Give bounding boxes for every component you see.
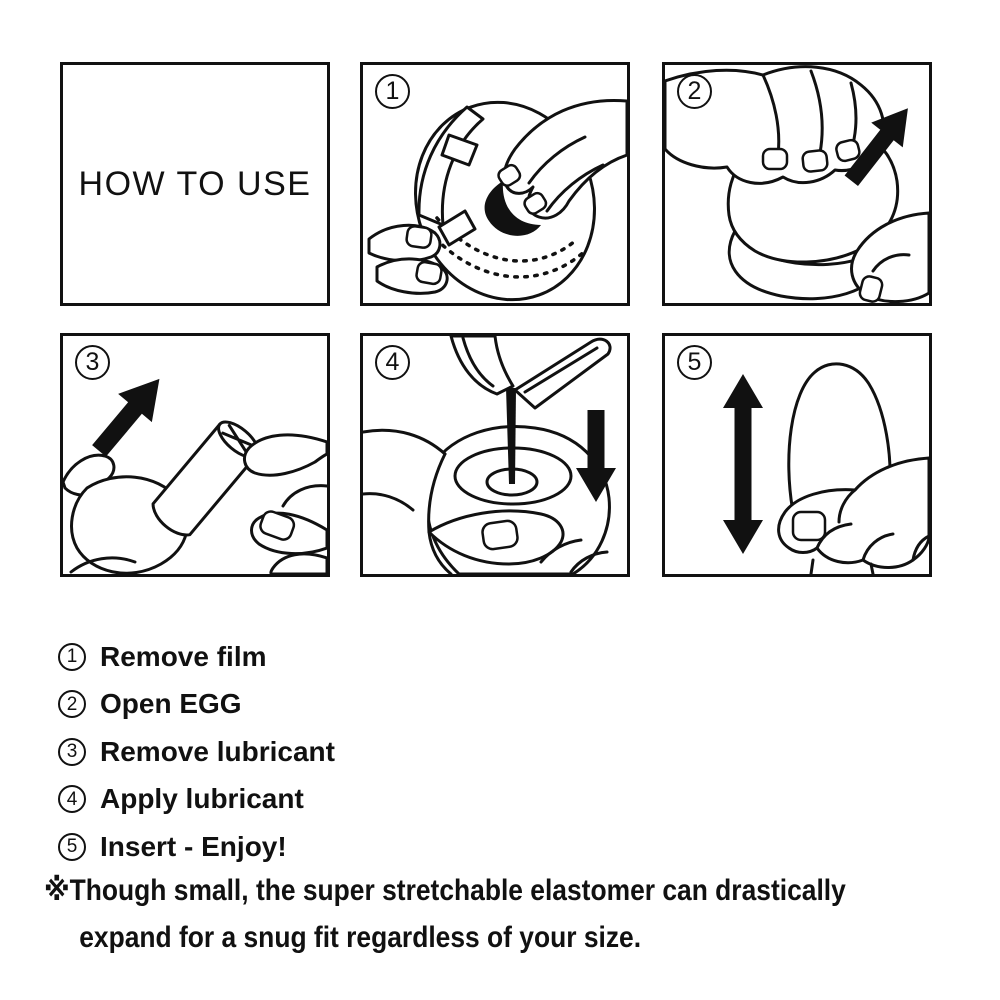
steps-list <box>58 633 335 871</box>
panel-step-2-open-egg <box>662 62 932 306</box>
lubricant-tube-body <box>451 336 513 394</box>
fingernail <box>763 149 787 169</box>
shaft-left-edge <box>811 560 813 574</box>
step-item-apply-lubricant <box>58 776 335 824</box>
step-number-badge: 1 <box>375 74 410 109</box>
step-item-remove-lubricant <box>58 728 335 776</box>
lubricant-tube <box>147 416 263 542</box>
footnote-line-1: ※Though small, the super stretchable elastomer can drastically <box>44 874 846 907</box>
footnote <box>44 867 846 961</box>
step-circle-number: 2 <box>58 690 86 718</box>
step-circle-number: 5 <box>58 833 86 861</box>
step-circle-number: 4 <box>58 785 86 813</box>
fingernail <box>415 261 442 285</box>
step-item-insert-enjoy <box>58 823 335 871</box>
step-circle-number: 3 <box>58 738 86 766</box>
thumbnail <box>481 520 518 550</box>
step-number-badge: 2 <box>677 74 712 109</box>
shaft-right-edge <box>871 564 873 574</box>
footnote-line-2: expand for a snug fit regardless of your size. <box>79 921 642 954</box>
fingernail <box>835 139 861 163</box>
panel-step-1-remove-film <box>360 62 630 306</box>
arrow-up-down-icon <box>723 374 763 554</box>
curled-fingers <box>271 554 327 574</box>
fingernail <box>406 225 433 248</box>
step-number-badge: 4 <box>375 345 410 380</box>
panel-step-3-remove-lubricant <box>60 333 330 577</box>
step-number-badge: 5 <box>677 345 712 380</box>
panel-step-4-apply-lubricant <box>360 333 630 577</box>
step-number-badge: 3 <box>75 345 110 380</box>
step-label: Open EGG <box>100 688 242 720</box>
step-item-open-egg <box>58 681 335 729</box>
step-circle-number: 1 <box>58 643 86 671</box>
panel-step-5-insert <box>662 333 932 577</box>
step-label: Remove film <box>100 640 267 672</box>
step-label: Remove lubricant <box>100 735 335 767</box>
step-label: Insert - Enjoy! <box>100 830 287 862</box>
reference-mark: ※ <box>44 874 70 907</box>
thumbnail <box>793 512 825 540</box>
right-index-finger <box>244 435 327 475</box>
fingernail <box>802 150 828 172</box>
how-to-use-panel <box>60 62 330 306</box>
arrow-up-right-icon <box>82 365 176 465</box>
page-title: HOW TO USE <box>78 164 312 203</box>
step-label: Apply lubricant <box>100 783 304 815</box>
step-item-remove-film <box>58 633 335 681</box>
